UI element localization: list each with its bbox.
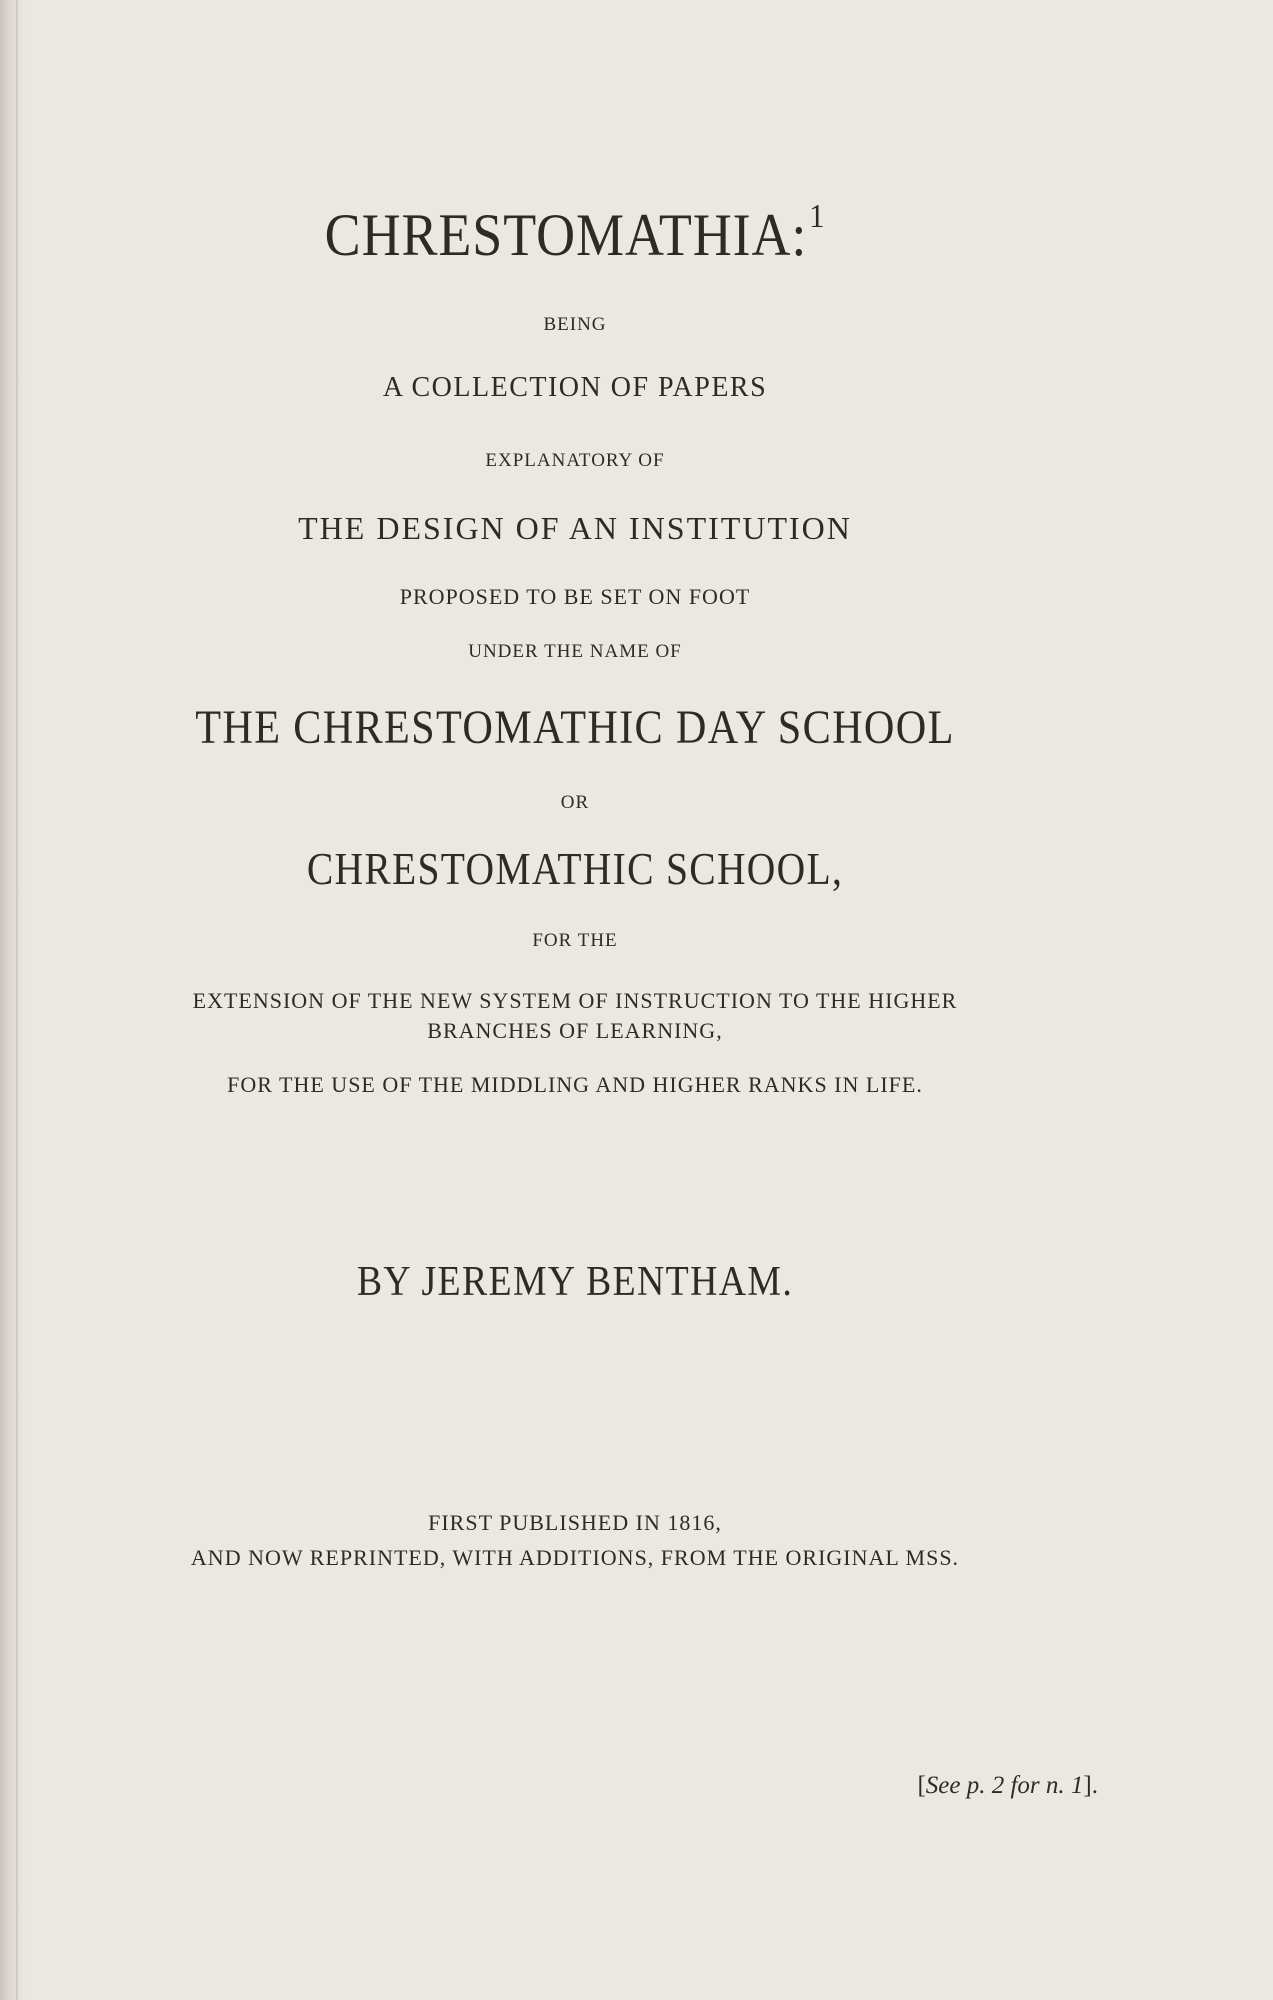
line-extension-2: BRANCHES OF LEARNING,	[427, 1018, 723, 1043]
line-under-name: UNDER THE NAME OF	[468, 641, 682, 662]
line-extension-1: EXTENSION OF THE NEW SYSTEM OF INSTRUCTION TO THE HIGHER	[192, 988, 958, 1013]
footnote-reference: [See p. 2 for n. 1].	[917, 1772, 1098, 1799]
line-being: BEING	[543, 314, 607, 335]
line-explanatory-of: EXPLANATORY OF	[485, 450, 665, 471]
line-use: FOR THE USE OF THE MIDDLING AND HIGHER RANKS IN LIFE.	[227, 1072, 923, 1097]
line-for-the: FOR THE	[532, 930, 618, 951]
line-design: THE DESIGN OF AN INSTITUTION	[298, 510, 852, 546]
author-line: BY JEREMY BENTHAM.	[356, 1259, 794, 1305]
footnote-reference-text: See p. 2 for n. 1	[925, 1772, 1084, 1799]
title-text: CHRESTOMATHIA:	[324, 202, 808, 268]
line-chrestomathic-school: CHRESTOMATHIC SCHOOL,	[306, 843, 844, 894]
line-day-school: THE CHRESTOMATHIC DAY SCHOOL	[195, 701, 955, 754]
line-or: OR	[560, 792, 590, 813]
line-collection: A COLLECTION OF PAPERS	[382, 372, 768, 403]
publication-line-1: FIRST PUBLISHED IN 1816,	[428, 1510, 722, 1535]
line-proposed: PROPOSED TO BE SET ON FOOT	[399, 584, 751, 609]
footnote-marker: 1	[809, 198, 826, 235]
page-title	[58, 198, 1093, 270]
publication-line-2: AND NOW REPRINTED, WITH ADDITIONS, FROM THE ORIGINAL MSS.	[190, 1545, 960, 1570]
